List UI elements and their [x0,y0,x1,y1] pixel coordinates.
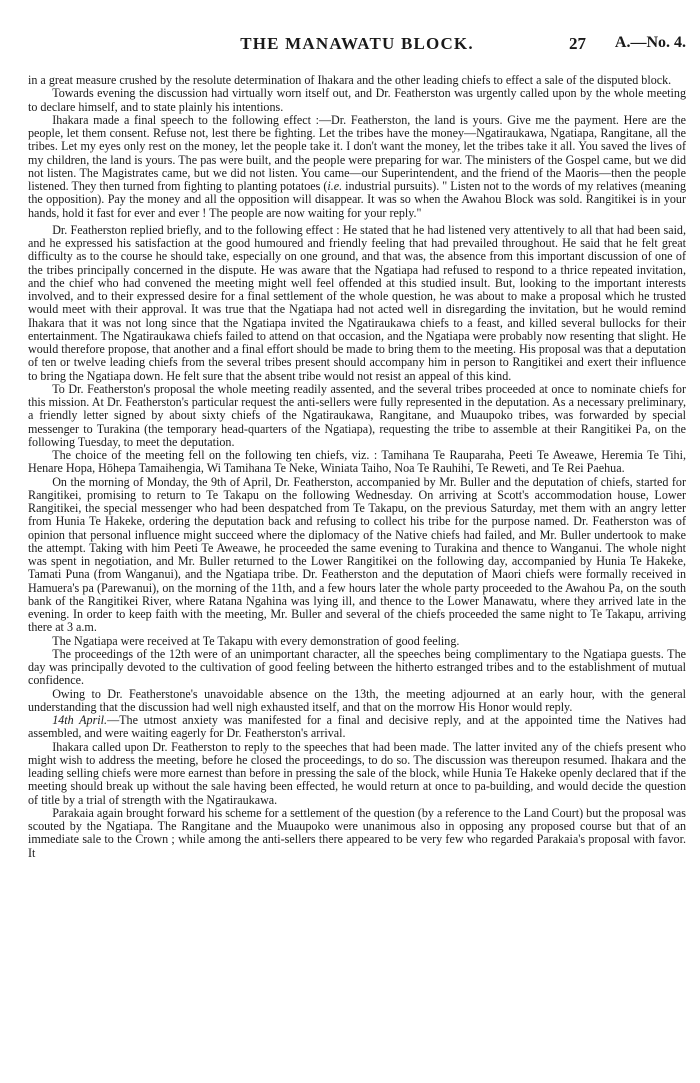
paragraph: in a great measure crushed by the resolute determination of Ihakara and the other leading chiefs to effect a sale of the disputed block. [28,73,672,87]
paragraph: Ihakara called upon Dr. Featherston to reply to the speeches that had been made. The latter invited any of the chiefs present who might wish to address the meeting, before he closed the proceedings, to do so. The discussion was thereupon resumed. Ihakara and the leading selling chiefs were more earnest than before in pressing the sale of the block, while Hunia Te Hakeke openly declared that if the meeting should break up without the sale having been effected, he would return at once to pa-building, and would decide the question of title by a trial of strength with the Ngatiraukawa. [28,739,686,807]
italic-abbreviation: i.e. [327,179,343,193]
paragraph: To Dr. Featherston's proposal the whole meeting readily assented, and the several tribes proceeded at once to nominate chiefs for this mission. At Dr. Featherston's particular request the anti-sellers were fully represented in the deputation. As a necessary preliminary, a friendly letter signed by about sixty chiefs of the Ngatiraukawa, Rangitane, and Muaupoko tribes, was forwarded by special messenger to Turakina (the temporary head-quarters of the Ngatiapa), requesting the tribe to assemble at their Rangitikei Pa, on the following Tuesday, to meet the deputation. [28,381,686,449]
paragraph: On the morning of Monday, the 9th of April, Dr. Featherston, accompanied by Mr. Buller and the deputation of chiefs, started for Rangitikei, promising to return to Te Takapu on the following Wednesday. On arriving at Scott's accommodation house, Lower Rangitikei, the special messenger who had been despatched from Te Takapu, on the previous Saturday, met them with an angry letter from Hunia Te Hakeke, ordering the deputation back and refusing to collect his tribe for the purpose named. Dr. Featherston was of opinion that personal influence might succeed where the diplomacy of the Native chiefs had failed, and Mr. Buller undertook to make the attempt. Taking with him Peeti Te Aweawe, he proceeded the same evening to Turakina and thence to Wanganui. The whole night was spent in negotiation, and Mr. Buller returned to the Lower Rangitikei on the following day, accompanied by Hunia Te Hakeke, Tamati Puna (from Wanganui), and the Ngatiapa tribe. Dr. Featherston and the deputation of Maori chiefs were formally received in Hamuera's pa (Parewanui), on the morning of the 11th, and a few hours later the whole party proceeded to the Awahou Pa, on the south bank of the Rangitikei River, where Ratana Ngahina was lying ill, and thence to the Lower Manawatu, where they arrived late in the evening. In order to keep faith with the meeting, Mr. Buller and several of the chiefs proceeded the same night to Te Takapu, arriving there at 3 a.m. [28,474,686,635]
document-body [28,74,686,860]
paragraph: Parakaia again brought forward his scheme for a settlement of the question (by a reference to the Land Court) but the proposal was scouted by the Ngatiapa. The Rangitane and the Muaupoko were unanimous also in opposing any proposed course but that of an immediate sale to the Crown ; while among the anti-sellers there appeared to be very few who regarded Parakaia's proposal with favor. It [28,805,686,860]
document-reference: A.—No. 4. [614,34,686,51]
date-heading: 14th April. [52,713,108,727]
page-title: THE MANAWATU BLOCK. [240,34,474,53]
paragraph: Towards evening the discussion had virtually worn itself out, and Dr. Featherston was urgently called upon by the whole meeting to declare himself, and to state plainly his intentions. [28,86,686,114]
page-number: 27 [569,34,586,53]
paragraph: Owing to Dr. Featherstone's unavoidable absence on the 13th, the meeting adjourned at an early hour, with the general understanding that the discussion had well nigh exhausted itself, and that on the morrow His Honor would reply. [28,686,686,714]
paragraph-dated [28,714,686,741]
paragraph: Ihakara made a final speech to the following effect :—Dr. Featherston, the land is yours. Give me the payment. Here are the people, let them consent. Refuse not, lest there be fighting. Let the tribes have the money—Ngatiraukawa, Ngatiapa, Rangitane, all the tribes. Let my eyes only rest on the money, let the people take it. I don't want the money, let the tribes take it all. You saved the lives of my children, the land is yours. The pas were built, and the people were preparing for war. The ministers of the Gospel came, but we did not listen. The Magistrates came, but we did not listen. You came—our Superintendent, and the friend of the Maoris—then the people listened. They then turned from fighting to planting potatoes (i.e. industrial pursuits). " Listen not to the words of my relatives (meaning the opposition). Pay the money and all the opposition will disappear. It was so when the Awahou Block was sold. Rangitikei is in your hands, hold it fast for ever and ever ! The people are now waiting for your reply." [28,112,686,220]
paragraph-text: —The utmost anxiety was manifested for a final and decisive reply, and at the appointed time the Natives had assembled, and were waiting eagerly for Dr. Featherston's arrival. [28,713,686,741]
paragraph: The choice of the meeting fell on the following ten chiefs, viz. : Tamihana Te Rauparaha, Peeti Te Aweawe, Heremia Te Tihi, Henare Hopa, Hōhepa Tamaihengia, Wi Tamihana Te Neke, Winiata Taiho, Noa Te Rauhihi, Te Reweti, and Te Rei Paehua. [28,448,686,476]
paragraph: Dr. Featherston replied briefly, and to the following effect : He stated that he had listened very attentively to all that had been said, and he expressed his satisfaction at the good humoured and friendly feeling that had prevailed throughout. He said that he felt great difficulty as to the course he should take, especially on one ground, and that was, the absence from this important discussion of one of the tribes principally concerned in the dispute. He was aware that the Ngatiapa had refused to respond to a thrice repeated invitation, and the chief who had convened the meeting might well feel offended at this studied insult. But, looking to the important interests involved, and to their expressed desire for a final settlement of the whole question, he was about to make a proposal which he trusted would meet with their approval. It was true that the Ngatiapa had not acted well in disregarding the invitation, but he would remind Ihakara that it was not long since that the Ngatiapa invited the Ngatiraukawa chiefs to a feast, and killed several bullocks for their entertainment. The Ngatiraukawa chiefs failed to attend on that occasion, and the Ngatiapa were probably now resenting that slight. He would therefore propose, that another and a final effort should be made to bring them to the meeting. His proposal was that a deputation of ten or twelve leading chiefs from the several tribes present should accompany him in person to Rangitikei and exert their influence to bring the Ngatiapa down. He felt sure that the absent tribe would not resist an appeal of this kind. [28,222,686,383]
paragraph: The Ngatiapa were received at Te Takapu with every demonstration of good feeling. [52,633,460,648]
page-header [28,34,686,74]
paragraph: The proceedings of the 12th were of an unimportant character, all the speeches being complimentary to the Ngatiapa guests. The day was principally devoted to the cultivation of good feeling between the hitherto estranged tribes and to the establishment of mutual confidence. [28,646,686,688]
